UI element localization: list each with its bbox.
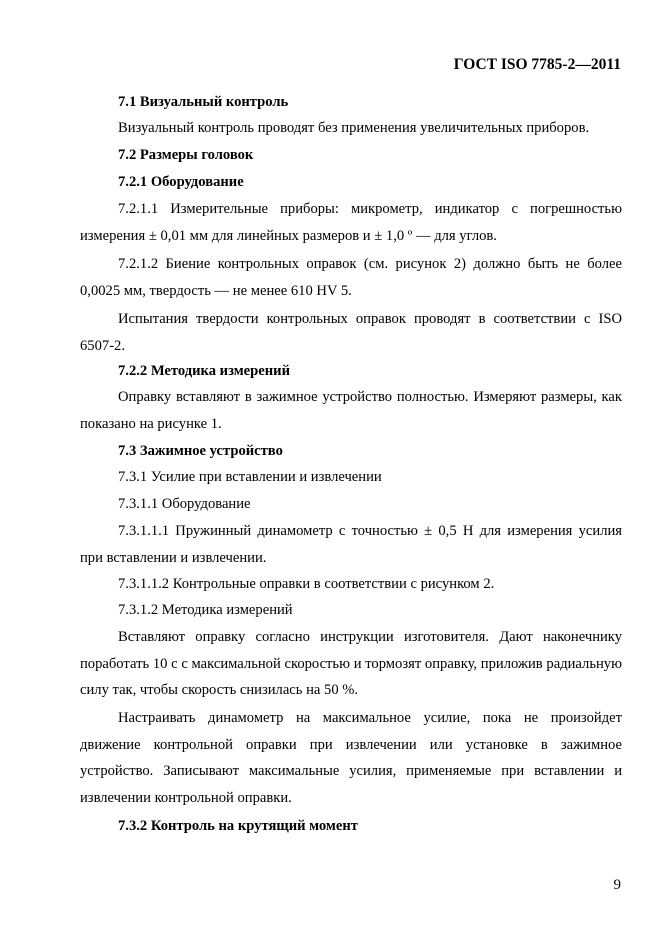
section-heading-7-1: 7.1 Визуальный контроль: [118, 94, 289, 110]
paragraph: Настраивать динамометр на максимальное усилие, пока не произойдет движение контрольной оправки при извлечении или установке в зажимное устройство. Записывают максимальные усилия, применяемые при вставлении и извлечении контрольной оправки.: [80, 710, 622, 806]
section-heading-7-2: 7.2 Размеры головок: [118, 147, 254, 163]
paragraph: Оправку вставляют в зажимное устройство полностью. Измеряют размеры, как показано на рисунке 1.: [80, 389, 622, 432]
paragraph: 7.3.1.2 Методика измерений: [118, 602, 293, 618]
section-heading-7-3: 7.3 Зажимное устройство: [118, 443, 283, 459]
paragraph: 7.3.1 Усилие при вставлении и извлечении: [118, 469, 382, 485]
section-heading-7-3-2: 7.3.2 Контроль на крутящий момент: [118, 818, 358, 834]
paragraph: 7.3.1.1.2 Контрольные оправки в соответствии с рисунком 2.: [118, 576, 495, 592]
section-heading-7-2-2: 7.2.2 Методика измерений: [118, 363, 290, 379]
paragraph: Вставляют оправку согласно инструкции изготовителя. Дают наконечнику поработать 10 с с максимальной скоростью и тормозят оправку, приложив радиальную силу так, чтобы скорость снизилась на 50 %.: [80, 629, 622, 698]
paragraph: 7.2.1.2 Биение контрольных оправок (см. рисунок 2) должно быть не более 0,0025 мм, твердость — не менее 610 HV 5.: [80, 256, 622, 299]
page-number: 9: [613, 877, 621, 893]
section-heading-7-2-1: 7.2.1 Оборудование: [118, 174, 244, 190]
paragraph: Визуальный контроль проводят без применения увеличительных приборов.: [118, 120, 590, 136]
paragraph: 7.2.1.1 Измерительные приборы: микрометр, индикатор с погрешностью измерения ± 0,01 мм для линейных размеров и ± 1,0 º — для углов.: [80, 201, 622, 244]
paragraph: 7.3.1.1.1 Пружинный динамометр с точностью ± 0,5 Н для измерения усилия при вставлении и извлечении.: [80, 523, 622, 566]
paragraph: 7.3.1.1 Оборудование: [118, 496, 251, 512]
paragraph: Испытания твердости контрольных оправок проводят в соответствии с ISO 6507-2.: [80, 311, 622, 354]
document-header: ГОСТ ISO 7785-2—2011: [453, 56, 621, 73]
